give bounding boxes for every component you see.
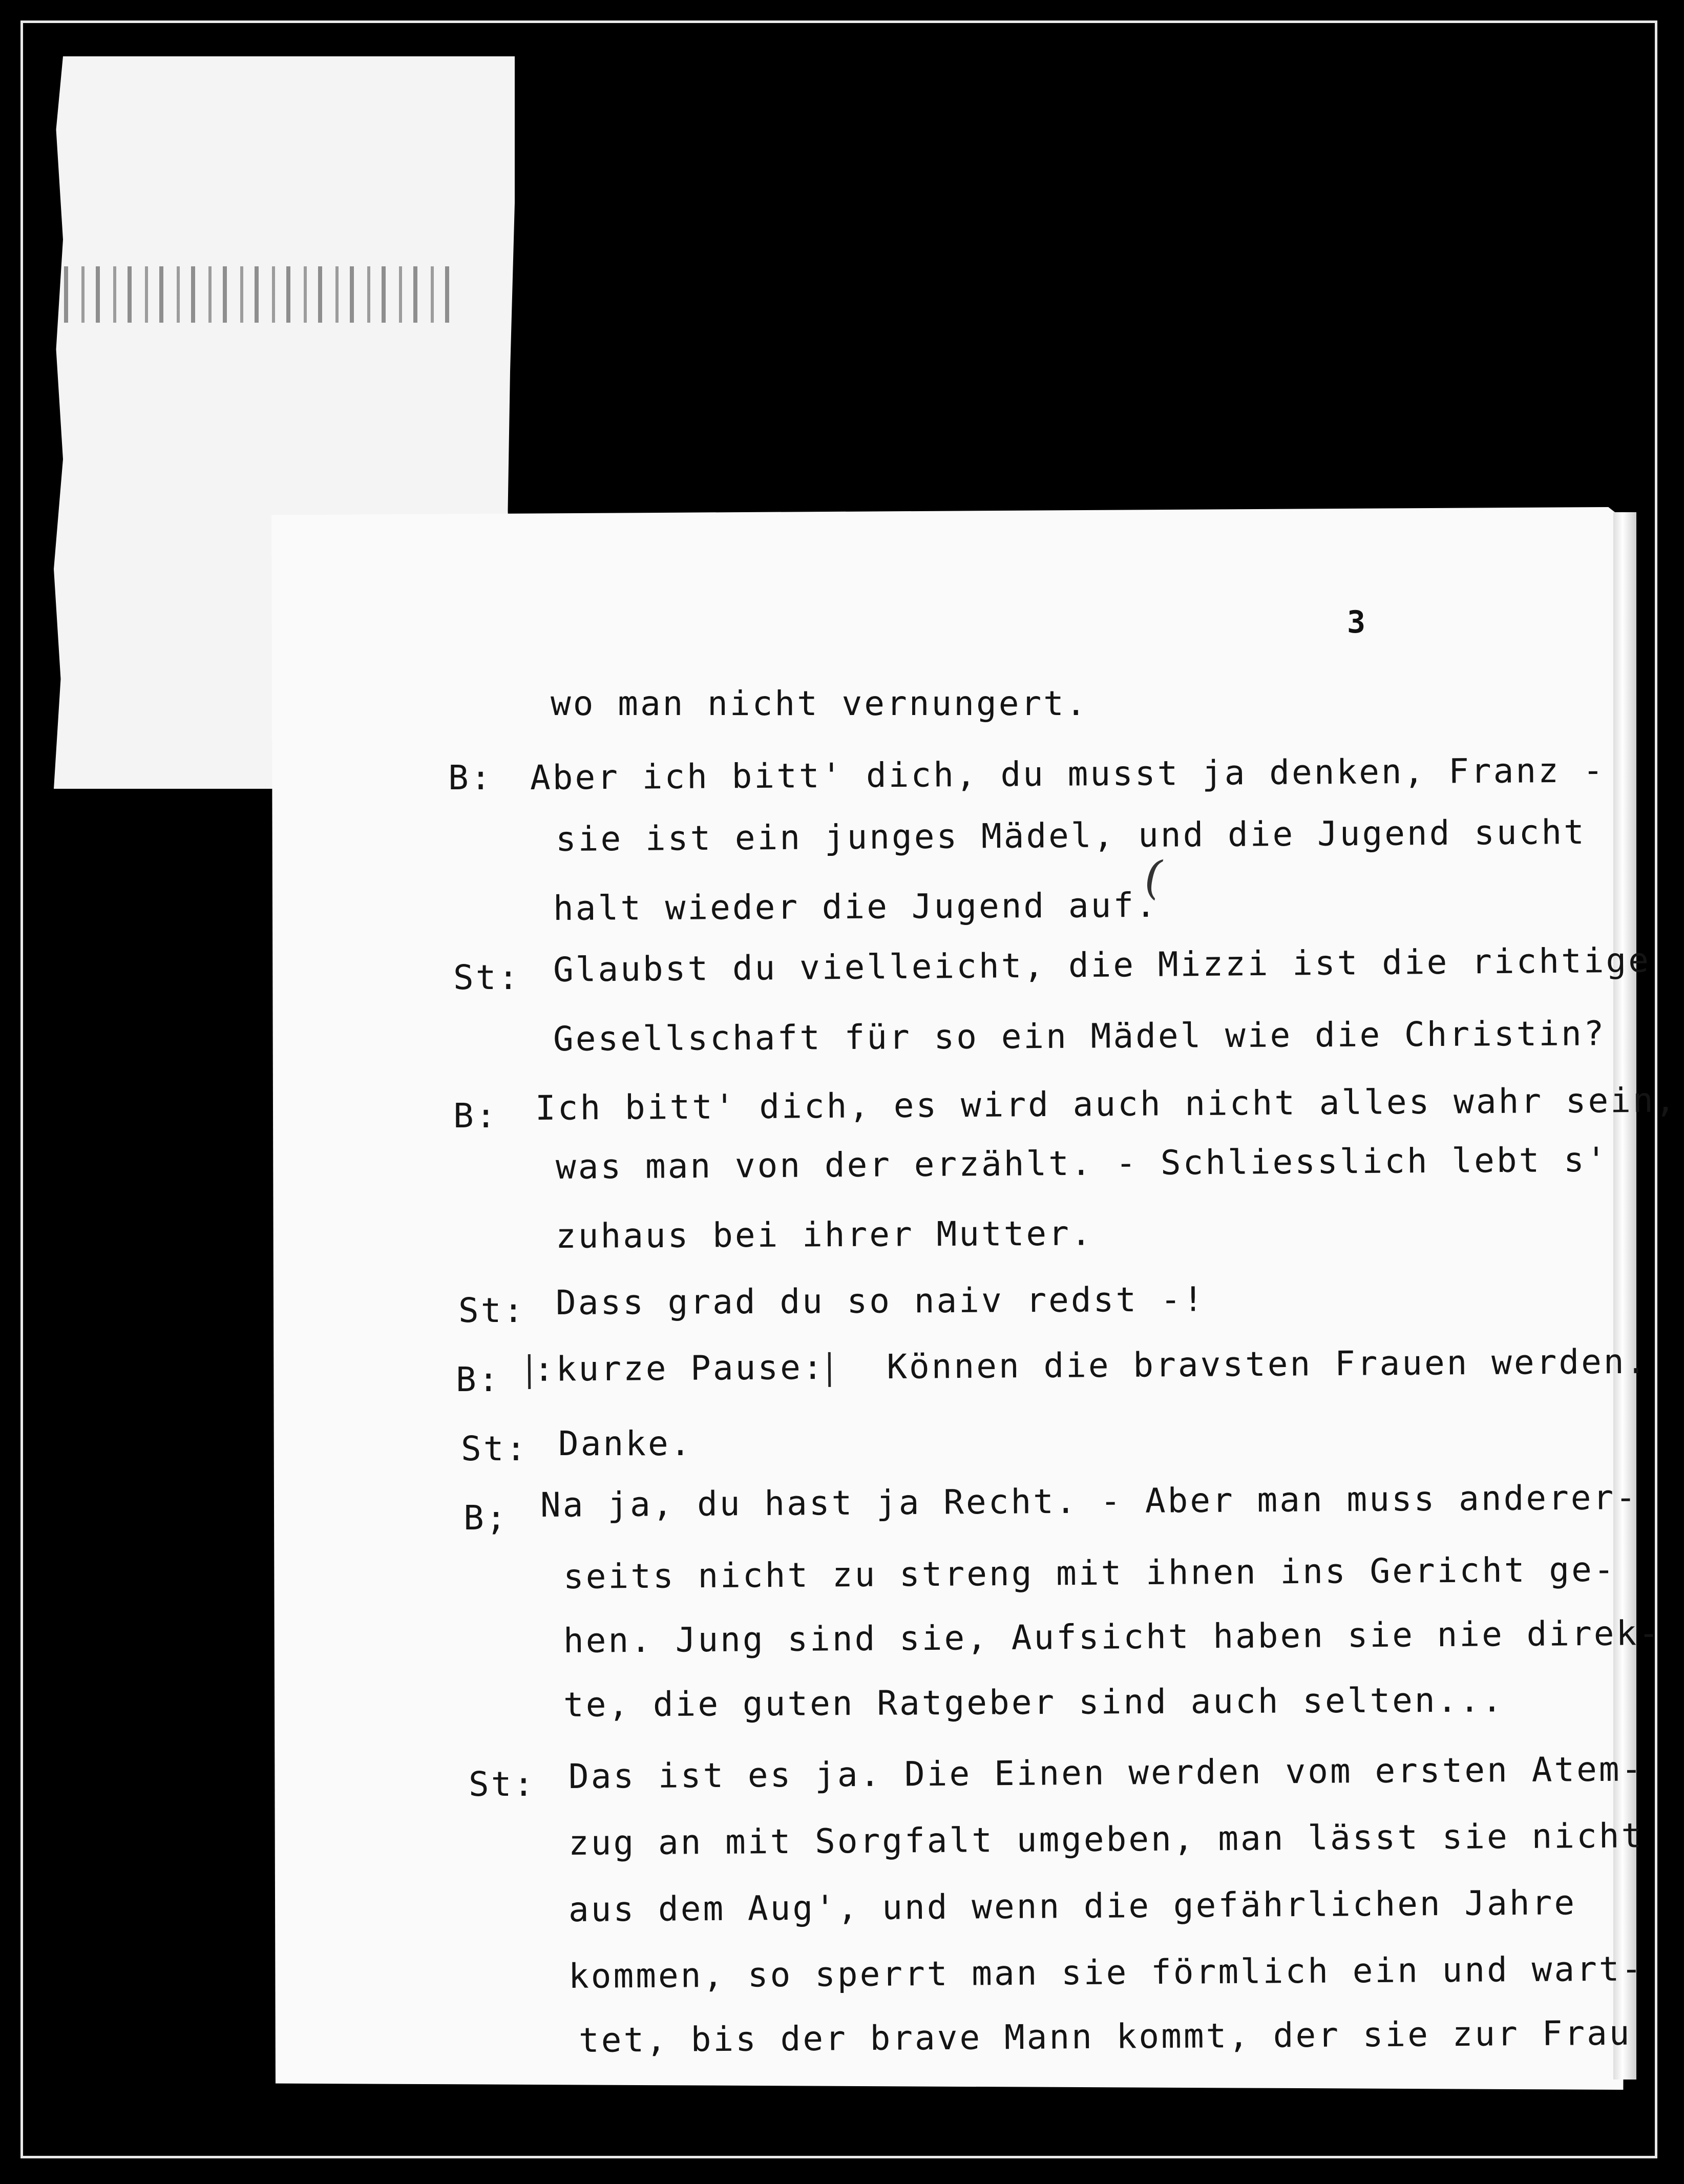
- speaker-label: B:: [448, 758, 493, 797]
- line-text: wo man nicht vernungert.: [551, 684, 1088, 723]
- script-line: [569, 1749, 1644, 1796]
- script-line: [535, 1080, 1678, 1128]
- line-text: te, die guten Ratgeber sind auch selten...: [563, 1680, 1505, 1725]
- speaker-label: St:: [469, 1765, 536, 1804]
- faded-typewriter-marks: [64, 266, 453, 323]
- speaker-label: St:: [453, 958, 521, 997]
- script-line: [553, 886, 1158, 928]
- script-line: [569, 1949, 1644, 1996]
- line-text: tet, bis der brave Mann kommt, der sie zur Frau: [578, 2013, 1632, 2060]
- script-line: [556, 1140, 1609, 1187]
- line-text: Ich bitt' dich, es wird auch nicht alles wahr sein,: [535, 1080, 1678, 1128]
- script-line: [569, 1816, 1644, 1863]
- script-line: [553, 1014, 1606, 1059]
- line-text: Gesellschaft für so ein Mädel wie die Christin?: [553, 1014, 1606, 1059]
- script-line: [558, 1424, 692, 1463]
- line-text: sie ist ein junges Mädel, und die Jugend sucht: [555, 812, 1587, 859]
- script-line: [556, 1279, 1206, 1322]
- stage-direction-bracket: [828, 1352, 830, 1387]
- script-line: [551, 684, 1088, 723]
- stage-direction: :kurze Pause:: [533, 1347, 825, 1389]
- line-text: zuhaus bei ihrer Mutter.: [555, 1213, 1093, 1256]
- speaker-label: B:: [456, 1360, 501, 1399]
- script-line: [556, 812, 1586, 859]
- line-text: was man von der erzählt. - Schliesslich lebt s': [555, 1140, 1609, 1187]
- page-number: 3: [1347, 604, 1366, 640]
- line-text: halt wieder die Jugend auf.: [553, 885, 1159, 928]
- stage-direction-bracket: [528, 1354, 531, 1389]
- speaker-label: St:: [458, 1291, 526, 1330]
- line-text: aus dem Aug', und wenn die gefährlichen Jahre: [568, 1883, 1577, 1929]
- script-line: [579, 2013, 1632, 2060]
- speaker-label: St:: [461, 1429, 529, 1468]
- line-text: Na ja, du hast ja Recht. - Aber man muss anderer-: [540, 1478, 1638, 1525]
- line-text: Das ist es ja. Die Einen werden vom ersten Atem-: [568, 1749, 1644, 1796]
- line-text: Dass grad du so naiv redst -!: [555, 1279, 1206, 1322]
- script-line: [563, 1680, 1504, 1725]
- script-line: [569, 1883, 1577, 1929]
- line-text: Aber ich bitt' dich, du musst ja denken, Franz -: [530, 750, 1606, 797]
- line-text: zug an mit Sorgfalt umgeben, man lässt sie nicht: [568, 1816, 1644, 1863]
- pencil-mark: (: [1139, 849, 1168, 906]
- speaker-label: B;: [464, 1498, 509, 1538]
- line-text: Danke.: [558, 1424, 693, 1463]
- script-line: [525, 1342, 1649, 1389]
- script-line: [563, 1613, 1661, 1661]
- script-line: [563, 1550, 1616, 1597]
- line-text: Können die bravsten Frauen werden.: [887, 1341, 1649, 1387]
- script-line: [540, 1478, 1638, 1525]
- speaker-label: B:: [453, 1096, 498, 1136]
- line-text: kommen, so sperrt man sie förmlich ein und wart-: [568, 1949, 1644, 1996]
- script-line: [530, 750, 1606, 797]
- line-text: seits nicht zu streng mit ihnen ins Gericht ge-: [563, 1549, 1616, 1597]
- line-text: hen. Jung sind sie, Aufsicht haben sie nie direk-: [563, 1613, 1661, 1661]
- line-text: Glaubst du vielleicht, die Mizzi ist die richtige: [553, 940, 1651, 990]
- script-line: [556, 1214, 1093, 1256]
